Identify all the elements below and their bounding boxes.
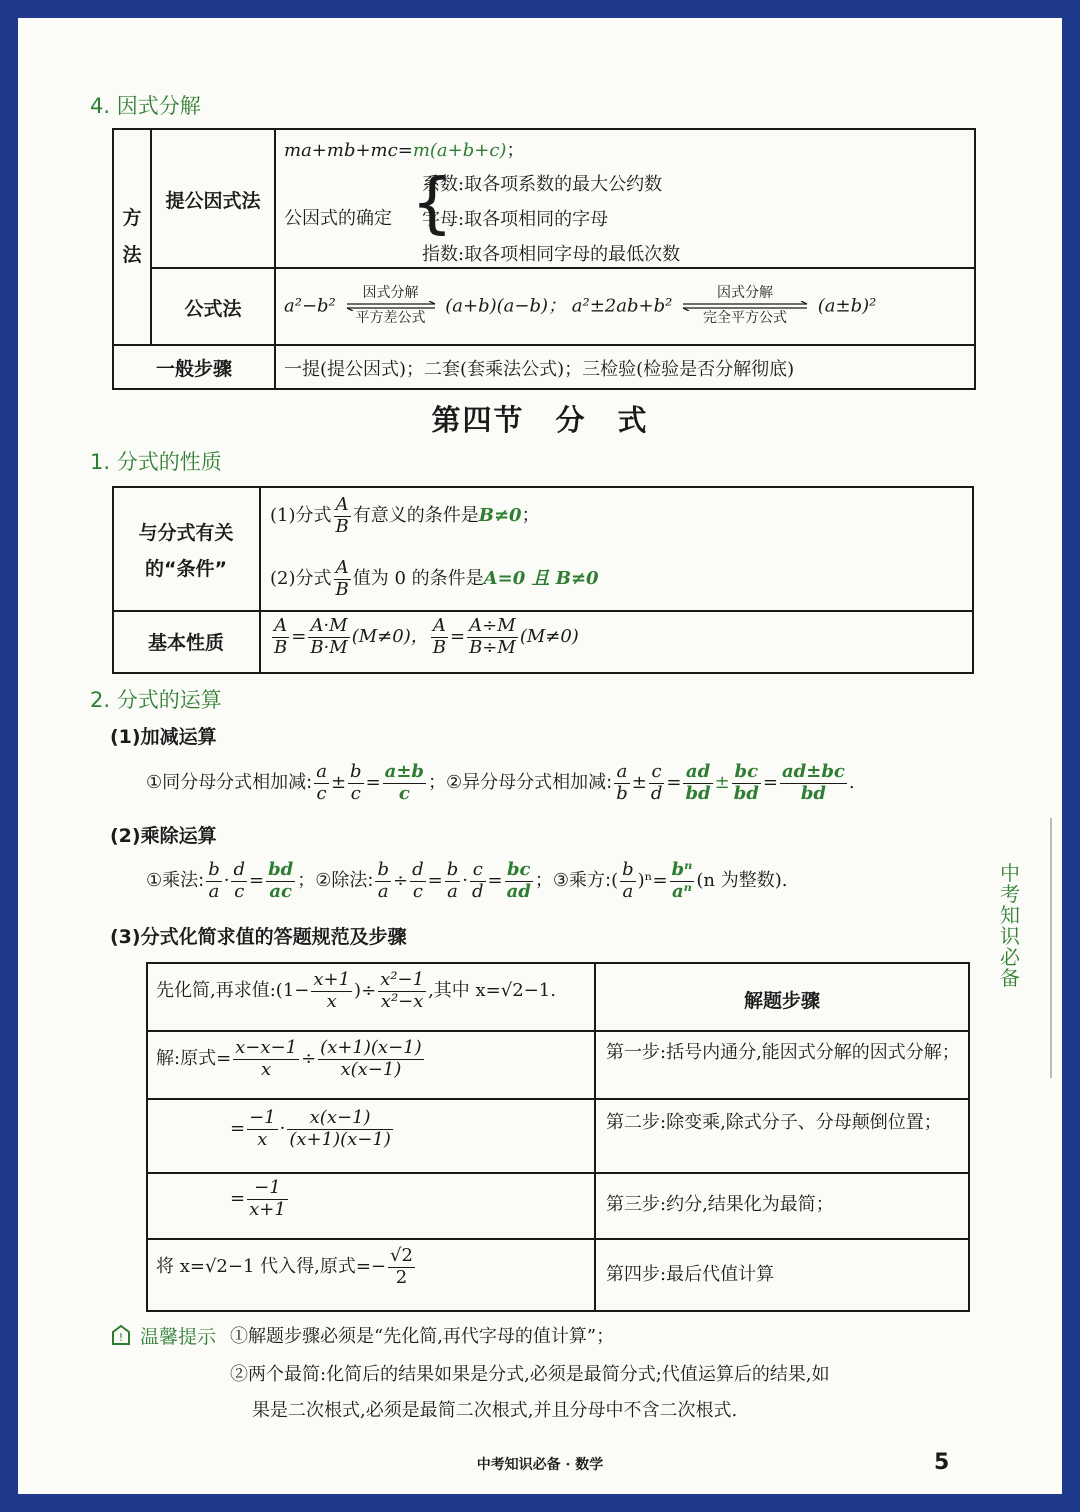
formula-method-content: a²−b² 因式分解 平方差公式 (a+b)(a−b)； a²±2ab+b² 因式分解 完全平方公式 (a±b)² xyxy=(284,285,877,327)
brace: { xyxy=(411,164,453,241)
conditions-title-2: 的“条件” xyxy=(145,558,227,580)
step-1: 第一步:括号内通分,能因式分解的因式分解； xyxy=(606,1042,960,1063)
mul-div-title: (2)乘除运算 xyxy=(110,825,217,847)
extract-item-letter: 字母:取各项相同的字母 xyxy=(422,209,609,230)
page-number: 5 xyxy=(934,1450,950,1475)
tip-line-1: ①解题步骤必须是“先化简,再代字母的值计算”； xyxy=(230,1326,615,1347)
chapter-title: 第四节 分 式 xyxy=(431,403,649,437)
add-sub-formulas: ①同分母分式相加减: $\frac{a}{c}$ ± $\frac{b}{c}$ = $\frac{a\pm b}{c}$ ；②异分母分式相加减: $\frac{a}{b}$ ± $\frac{c}{d}$ = $\frac{ad}{bd}$ ± $\frac{bc}{bd}$ = $\frac{ad\pm bc}{bd}$ . xyxy=(146,761,855,804)
basic-property-title: 基本性质 xyxy=(147,632,224,654)
step-3: 第三步:约分,结果化为最简； xyxy=(606,1194,834,1215)
sidebar-label: 中 考 知 识 必 备 xyxy=(1000,861,1020,990)
general-steps-text: 一提(提公因式)；二套(套乘法公式)；三检验(检验是否分解彻底) xyxy=(284,359,795,380)
extract-item-exponent: 指数:取各项相同字母的最低次数 xyxy=(422,244,681,265)
tip-line-2: ②两个最简:化简后的结果如果是分式,必须是最简分式;代值运算后的结果,如 xyxy=(230,1364,830,1385)
extract-method-name: 提公因式法 xyxy=(165,190,261,212)
page xyxy=(18,18,1062,1494)
sidebar-rule xyxy=(1050,818,1052,1078)
mul-div-formulas: ①乘法: $\frac{b}{a}$ · $\frac{d}{c}$ = $\frac{bd}{ac}$ ；②除法: $\frac{b}{a}$ ÷ $\frac{d}{c}$ = $\frac{b}{a}$ · $\frac{c}{d}$ = $\frac{bc}{ad}$ ；③乘方:( $\frac{b}{a}$ )ⁿ= $\frac{\text{bⁿ}}{\text{aⁿ}}$ (n 为整数). xyxy=(146,859,788,902)
arrow-perfect-square: 因式分解 完全平方公式 xyxy=(681,286,809,327)
section-heading-properties: 1. 分式的性质 xyxy=(90,450,222,474)
arrow-difference-of-squares: 因式分解 平方差公式 xyxy=(345,286,437,327)
solution-row-4: 将 x=√2−1 代入得,原式=− $\frac{√2}{2}$ xyxy=(156,1245,413,1288)
basic-property-formula: $\frac{A}{B}$ = $\frac{A\cdot M}{B\cdot M}$ (M≠0)， $\frac{A}{B}$ = $\frac{A\div M}{B\div M}$ (M≠0) xyxy=(274,615,579,658)
method-label-1: 方 xyxy=(122,207,142,229)
simplify-title: (3)分式化简求值的答题规范及步骤 xyxy=(110,926,407,948)
formula-method-name: 公式法 xyxy=(184,298,242,320)
svg-text:!: ! xyxy=(118,1331,124,1344)
steps-header: 解题步骤 xyxy=(743,990,820,1012)
tip-line-3: 果是二次根式,必须是最简二次根式,并且分母中不含二次根式. xyxy=(252,1400,738,1421)
tip-icon xyxy=(110,1324,132,1350)
extract-item-coefficient: 系数:取各项系数的最大公约数 xyxy=(422,174,663,195)
solution-row-3: = $\frac{-1}{x+1}$ xyxy=(230,1177,286,1220)
common-factor-determine: 公因式的确定 xyxy=(284,208,392,229)
tip-label: 温馨提示 xyxy=(140,1326,217,1348)
step-4: 第四步:最后代值计算 xyxy=(606,1264,775,1285)
conditions-title-1: 与分式有关 xyxy=(138,522,234,544)
condition-meaningful: (1)分式 $\frac{A}{B}$ 有意义的条件是B≠0； xyxy=(270,494,540,537)
condition-zero: (2)分式 $\frac{A}{B}$ 值为 0 的条件是A=0 且 B≠0 xyxy=(270,557,599,600)
problem-statement: 先化简,再求值:(1− $\frac{x+1}{x}$ )÷ $\frac{\text{x²−1}}{\text{x²−x}}$ ,其中 x=√2−1. xyxy=(156,969,556,1012)
extract-formula: ma+mb+mc=m(a+b+c)； xyxy=(284,140,525,161)
footer-title: 中考知识必备 · 数学 xyxy=(476,1457,604,1473)
add-sub-title: (1)加减运算 xyxy=(110,726,217,748)
solution-row-1: 解:原式= $\frac{x-x-1}{x}$ ÷ $\frac{(x+1)(x-1)}{x(x-1)}$ xyxy=(156,1037,422,1080)
method-label-2: 法 xyxy=(122,244,142,266)
section-heading-operations: 2. 分式的运算 xyxy=(90,688,222,712)
general-steps-name: 一般步骤 xyxy=(155,358,232,380)
solution-row-2: = $\frac{-1}{x}$ · $\frac{x(x-1)}{(x+1)(x-1)}$ xyxy=(230,1107,391,1150)
section-heading-factorization: 4. 因式分解 xyxy=(90,94,201,118)
step-2: 第二步:除变乘,除式分子、分母颠倒位置； xyxy=(606,1112,942,1133)
